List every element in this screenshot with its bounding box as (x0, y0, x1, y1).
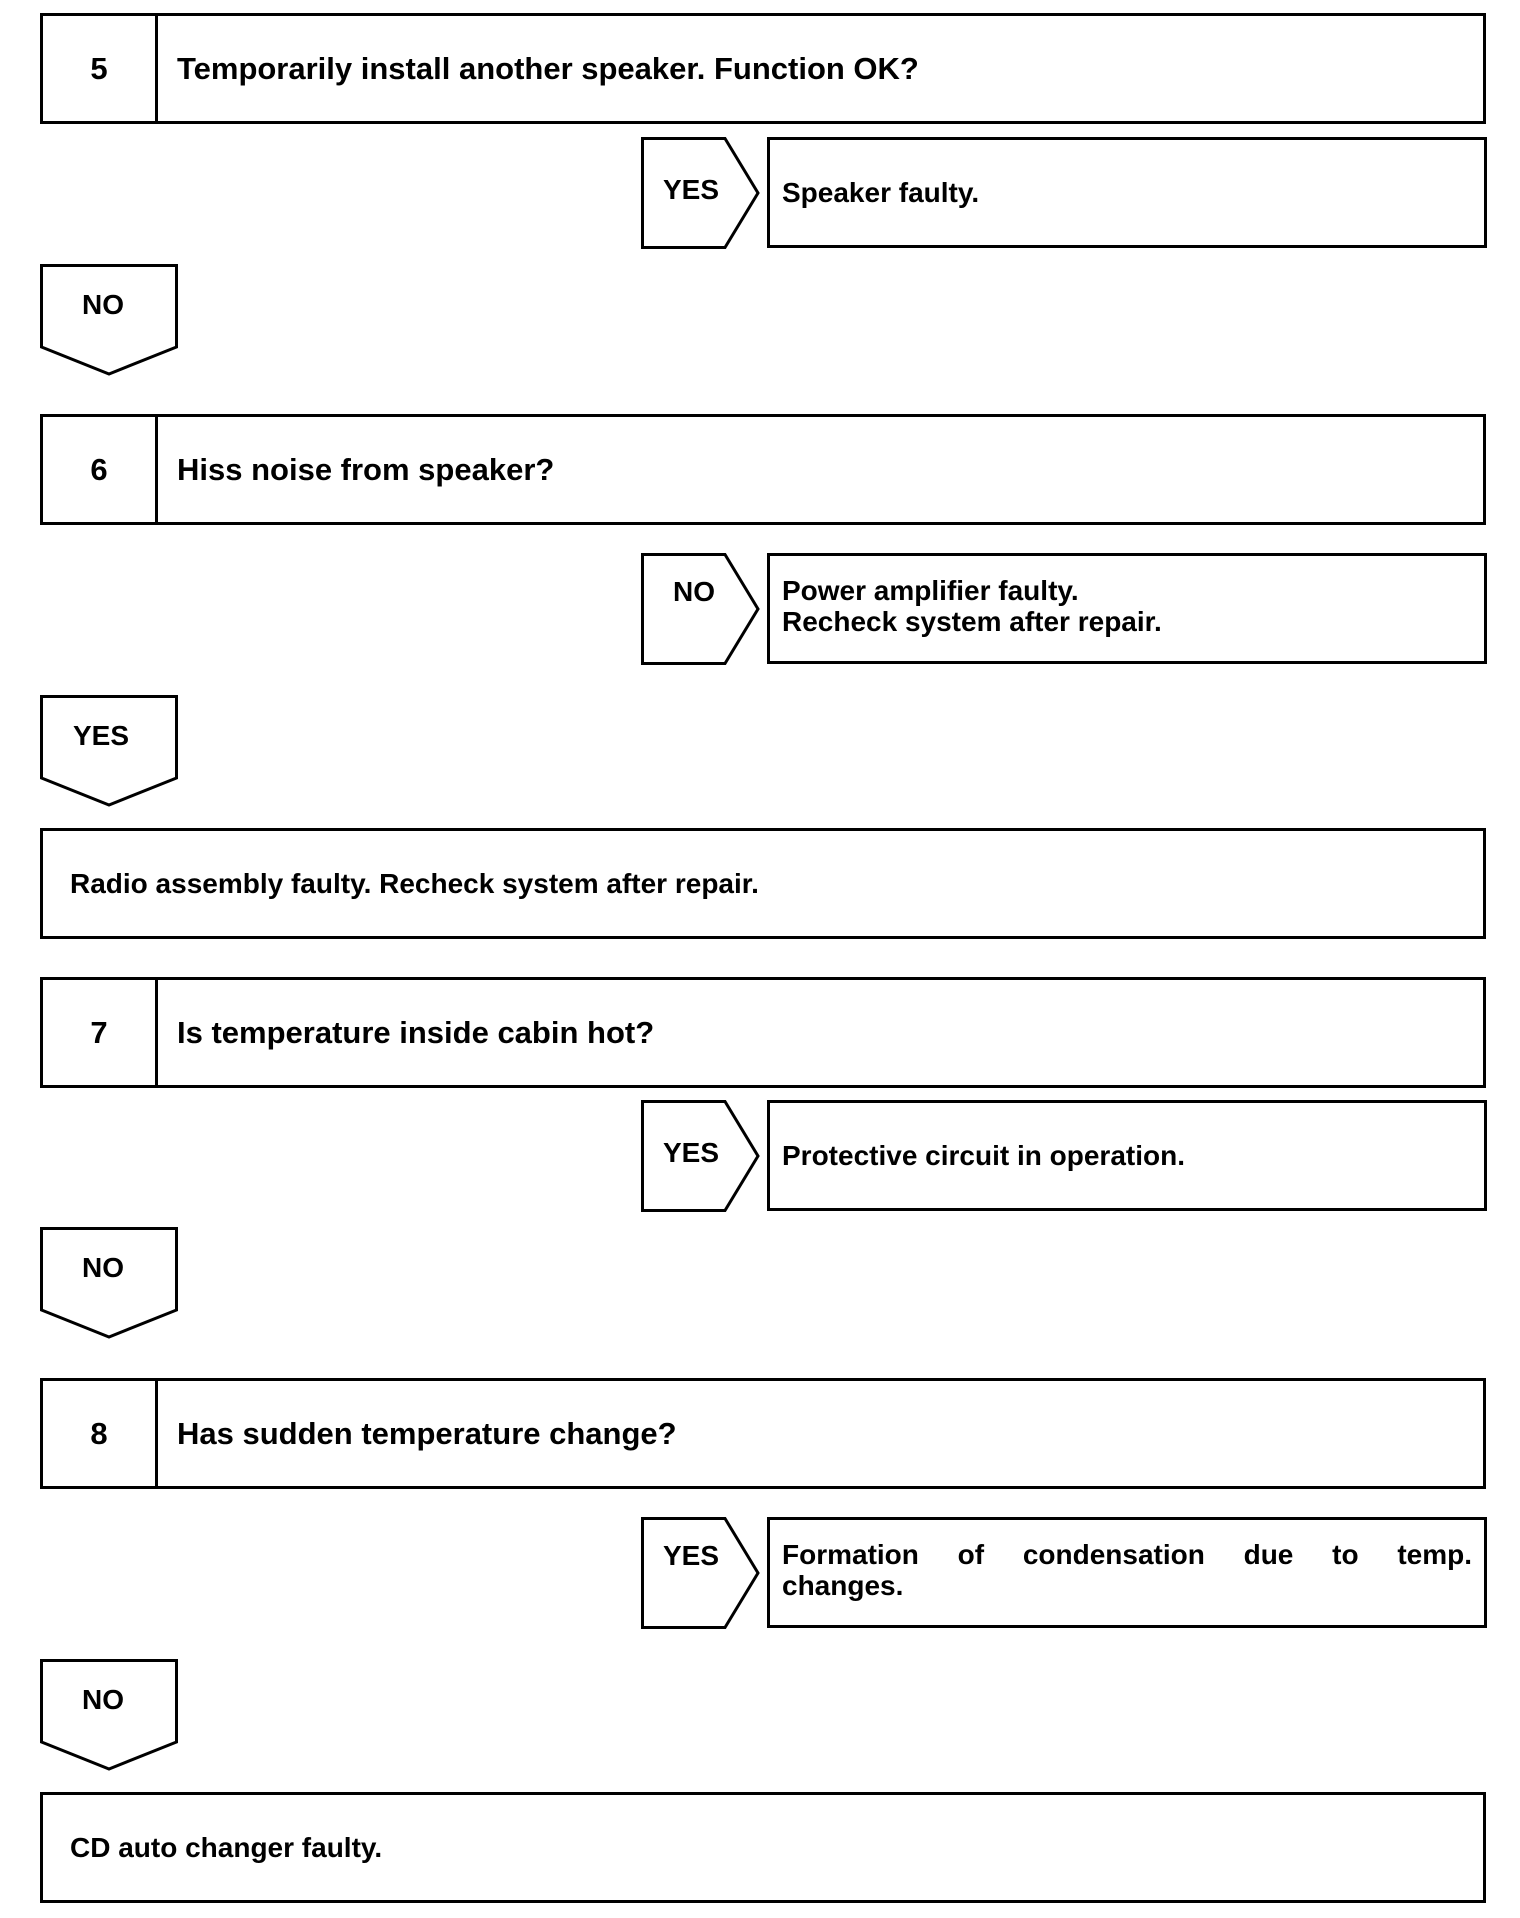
step-6-box (40, 414, 1486, 525)
branch-label: YES (73, 720, 130, 751)
branch-label: NO (82, 1252, 124, 1283)
result-text (782, 140, 1472, 245)
step-question: Has sudden temperature change? (177, 1415, 677, 1451)
result-box (40, 1792, 1486, 1903)
step-question: Temporarily install another speaker. Function OK? (177, 50, 919, 86)
yes-arrow (641, 1100, 761, 1212)
no-arrow (40, 264, 178, 376)
branch-label: YES (663, 1137, 720, 1168)
no-arrow (641, 553, 761, 665)
branch-label: NO (673, 576, 715, 607)
yes-arrow (641, 1517, 761, 1629)
yes-arrow (641, 137, 761, 249)
result-text: Radio assembly faulty. Recheck system after repair. (70, 867, 759, 899)
result-box (767, 1100, 1487, 1211)
result-word: to (1332, 1539, 1359, 1570)
step-number: 6 (43, 417, 158, 522)
result-text: CD auto changer faulty. (70, 1831, 383, 1863)
step-5-box (40, 13, 1486, 124)
result-box (767, 137, 1487, 248)
step-7-box (40, 977, 1486, 1088)
step-question: Hiss noise from speaker? (177, 451, 555, 487)
result-box (767, 1517, 1487, 1628)
step-8-box (40, 1378, 1486, 1489)
yes-arrow (40, 695, 178, 807)
branch-label: NO (82, 289, 124, 320)
result-line: Speaker faulty. (782, 177, 980, 208)
step-number: 7 (43, 980, 158, 1085)
step-number: 5 (43, 16, 158, 121)
result-box (40, 828, 1486, 939)
result-text (782, 556, 1472, 661)
no-arrow (40, 1227, 178, 1339)
result-word: of (957, 1539, 985, 1570)
branch-label: YES (663, 1540, 720, 1571)
result-word: temp. (1397, 1539, 1472, 1570)
result-text (782, 1103, 1472, 1208)
step-number: 8 (43, 1381, 158, 1486)
branch-label: NO (82, 1684, 124, 1715)
result-line: Recheck system after repair. (782, 606, 1162, 637)
result-line (782, 1539, 1472, 1570)
result-word: condensation (1022, 1539, 1205, 1570)
result-word: Formation (782, 1539, 919, 1570)
result-line: changes. (782, 1570, 904, 1601)
branch-label: YES (663, 174, 720, 205)
step-question: Is temperature inside cabin hot? (177, 1014, 655, 1050)
no-arrow (40, 1659, 178, 1771)
result-word: due (1243, 1539, 1294, 1570)
result-line: Power amplifier faulty. (782, 575, 1079, 606)
result-line: Protective circuit in operation. (782, 1140, 1185, 1171)
result-text (782, 1520, 1472, 1625)
result-box (767, 553, 1487, 664)
